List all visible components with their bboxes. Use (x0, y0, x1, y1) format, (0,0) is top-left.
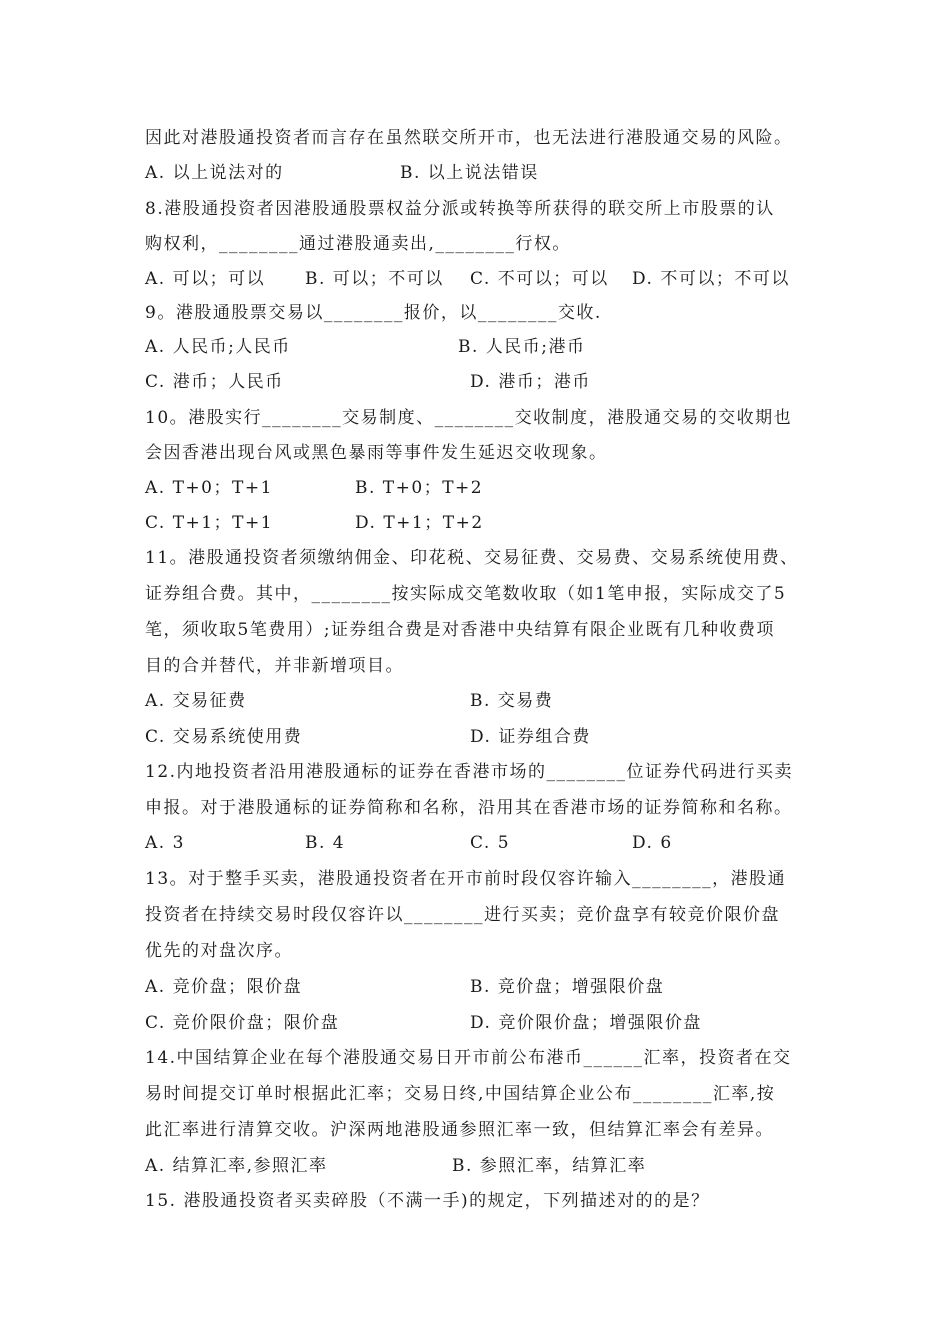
question-10-line-1: 10。港股实行________交易制度、________交收制度，港股通交易的交收期也 (145, 408, 793, 428)
question-14-line-3: 此汇率进行清算交收。沪深两地港股通参照汇率一致，但结算汇率会有差异。 (145, 1120, 774, 1140)
option-q8-a: A. 可以；可以 (145, 269, 266, 289)
question-11-line-1: 11。港股通投资者须缴纳佣金、印花税、交易征费、交易费、交易系统使用费、 (145, 548, 799, 568)
option-q8-c: C. 不可以；可以 (470, 269, 609, 289)
question-8-line-2: 购权利，________通过港股通卖出,________行权。 (145, 234, 571, 254)
option-q13-a: A. 竞价盘；限价盘 (145, 977, 303, 997)
question-14-line-1: 14.中国结算企业在每个港股通交易日开市前公布港币______汇率，投资者在交 (145, 1048, 792, 1068)
option-q9-a: A. 人民币;人民币 (145, 337, 291, 357)
text-line: 因此对港股通投资者而言存在虽然联交所开市，也无法进行港股通交易的风险。 (145, 128, 793, 148)
option-q11-b: B. 交易费 (470, 691, 554, 711)
question-15: 15. 港股通投资者买卖碎股（不满一手)的规定，下列描述对的的是？ (145, 1191, 710, 1211)
option-q13-c: C. 竞价限价盘；限价盘 (145, 1013, 340, 1033)
option-q13-d: D. 竞价限价盘；增强限价盘 (470, 1013, 702, 1033)
option-q10-c: C. T+1；T+1 (145, 513, 274, 533)
question-8-line-1: 8.港股通投资者因港股通股票权益分派或转换等所获得的联交所上市股票的认 (145, 199, 775, 219)
option-q11-d: D. 证券组合费 (470, 727, 591, 747)
option-q9-b: B. 人民币;港币 (458, 337, 586, 357)
question-13-line-2: 投资者在持续交易时段仅容许以________进行买卖；竞价盘享有较竞价限价盘 (145, 905, 780, 925)
question-10-line-2: 会因香港出现台风或黑色暴雨等事件发生延迟交收现象。 (145, 443, 608, 463)
option-q10-b: B. T+0；T+2 (355, 478, 484, 498)
option-q11-a: A. 交易征费 (145, 691, 247, 711)
question-13-line-3: 优先的对盘次序。 (145, 941, 293, 961)
option-q10-d: D. T+1；T+2 (355, 513, 484, 533)
question-12-line-2: 申报。对于港股通标的证券简称和名称，沿用其在香港市场的证券简称和名称。 (145, 798, 793, 818)
option-q12-b: B. 4 (305, 833, 346, 853)
question-12-line-1: 12.内地投资者沿用港股通标的证券在香港市场的________位证券代码进行买卖 (145, 762, 794, 782)
option-q7-a: A. 以上说法对的 (145, 163, 284, 183)
question-13-line-1: 13。对于整手买卖，港股通投资者在开市前时段仅容许输入________，港股通 (145, 869, 787, 889)
option-q13-b: B. 竞价盘；增强限价盘 (470, 977, 665, 997)
option-q10-a: A. T+0；T+1 (145, 478, 273, 498)
question-11-line-3: 笔，须收取5笔费用）;证券组合费是对香港中央结算有限企业既有几种收费项 (145, 620, 776, 640)
option-q11-c: C. 交易系统使用费 (145, 727, 303, 747)
question-11-line-2: 证券组合费。其中，________按实际成交笔数收取（如1笔申报，实际成交了5 (145, 584, 787, 604)
option-q12-d: D. 6 (632, 833, 673, 853)
option-q12-c: C. 5 (470, 833, 511, 853)
option-q9-d: D. 港币；港币 (470, 372, 591, 392)
option-q14-a: A. 结算汇率,参照汇率 (145, 1156, 328, 1176)
option-q12-a: A. 3 (145, 833, 185, 853)
option-q8-d: D. 不可以；不可以 (632, 269, 790, 289)
option-q7-b: B. 以上说法错误 (400, 163, 539, 183)
option-q9-c: C. 港币；人民币 (145, 372, 284, 392)
question-11-line-4: 目的合并替代，并非新增项目。 (145, 656, 404, 676)
option-q14-b: B. 参照汇率，结算汇率 (452, 1156, 647, 1176)
question-14-line-2: 易时间提交订单时根据此汇率；交易日终,中国结算企业公布________汇率,按 (145, 1084, 776, 1104)
option-q8-b: B. 可以；不可以 (305, 269, 444, 289)
question-9: 9。港股通股票交易以________报价，以________交收. (145, 303, 602, 323)
